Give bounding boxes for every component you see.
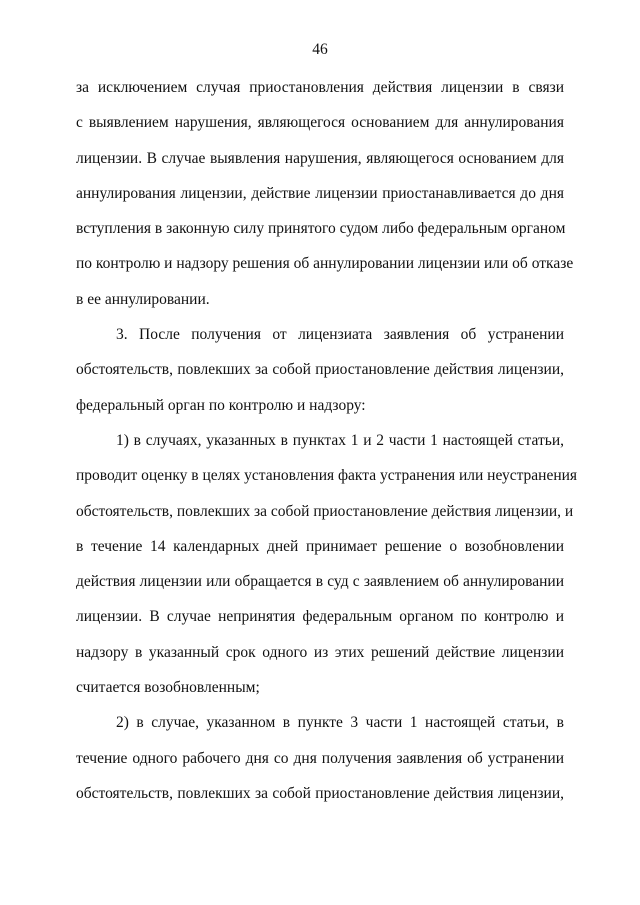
- text-line: вступления в законную силу принятого судом либо федеральным органом: [76, 220, 566, 238]
- text-line: обстоятельств, повлекших за собой приостановление действия лицензии,: [76, 361, 564, 379]
- text-line: с выявлением нарушения, являющегося основанием для аннулирования: [76, 114, 564, 132]
- text-line: проводит оценку в целях установления факта устранения или неустранения: [76, 467, 578, 485]
- page-number: 46: [312, 41, 328, 58]
- text-line: лицензии. В случае выявления нарушения, являющегося основанием для: [76, 149, 564, 167]
- text-line: обстоятельств, повлекших за собой приостановление действия лицензии,: [76, 784, 564, 802]
- text-line: течение одного рабочего дня со дня получения заявления об устранении: [76, 749, 564, 767]
- paragraph-last-line: в ее аннулировании.: [76, 290, 210, 308]
- text-line: обстоятельств, повлекших за собой приостановление действия лицензии, и: [76, 502, 574, 520]
- text-line: надзору в указанный срок одного из этих решений действие лицензии: [76, 643, 564, 661]
- text-line: действия лицензии или обращается в суд с заявлением об аннулировании: [76, 573, 564, 591]
- paragraph-first-line: 1) в случаях, указанных в пунктах 1 и 2 части 1 настоящей статьи,: [116, 431, 564, 449]
- paragraph-first-line: 2) в случае, указанном в пункте 3 части 1 настоящей статьи, в: [116, 714, 564, 732]
- text-line: лицензии. В случае непринятия федеральным органом по контролю и: [76, 608, 564, 626]
- paragraph-last-line: считается возобновленным;: [76, 679, 260, 697]
- document-body: [76, 77, 578, 818]
- paragraph-last-line: федеральный орган по контролю и надзору:: [76, 396, 366, 414]
- text-line: в течение 14 календарных дней принимает решение о возобновлении: [76, 537, 564, 555]
- text-line: аннулирования лицензии, действие лицензии приостанавливается до дня: [76, 184, 564, 202]
- text-line: за исключением случая приостановления действия лицензии в связи: [76, 79, 564, 96]
- paragraph-first-line: 3. После получения от лицензиата заявления об устранении: [116, 326, 564, 344]
- text-line: по контролю и надзору решения об аннулировании лицензии или об отказе: [76, 255, 574, 273]
